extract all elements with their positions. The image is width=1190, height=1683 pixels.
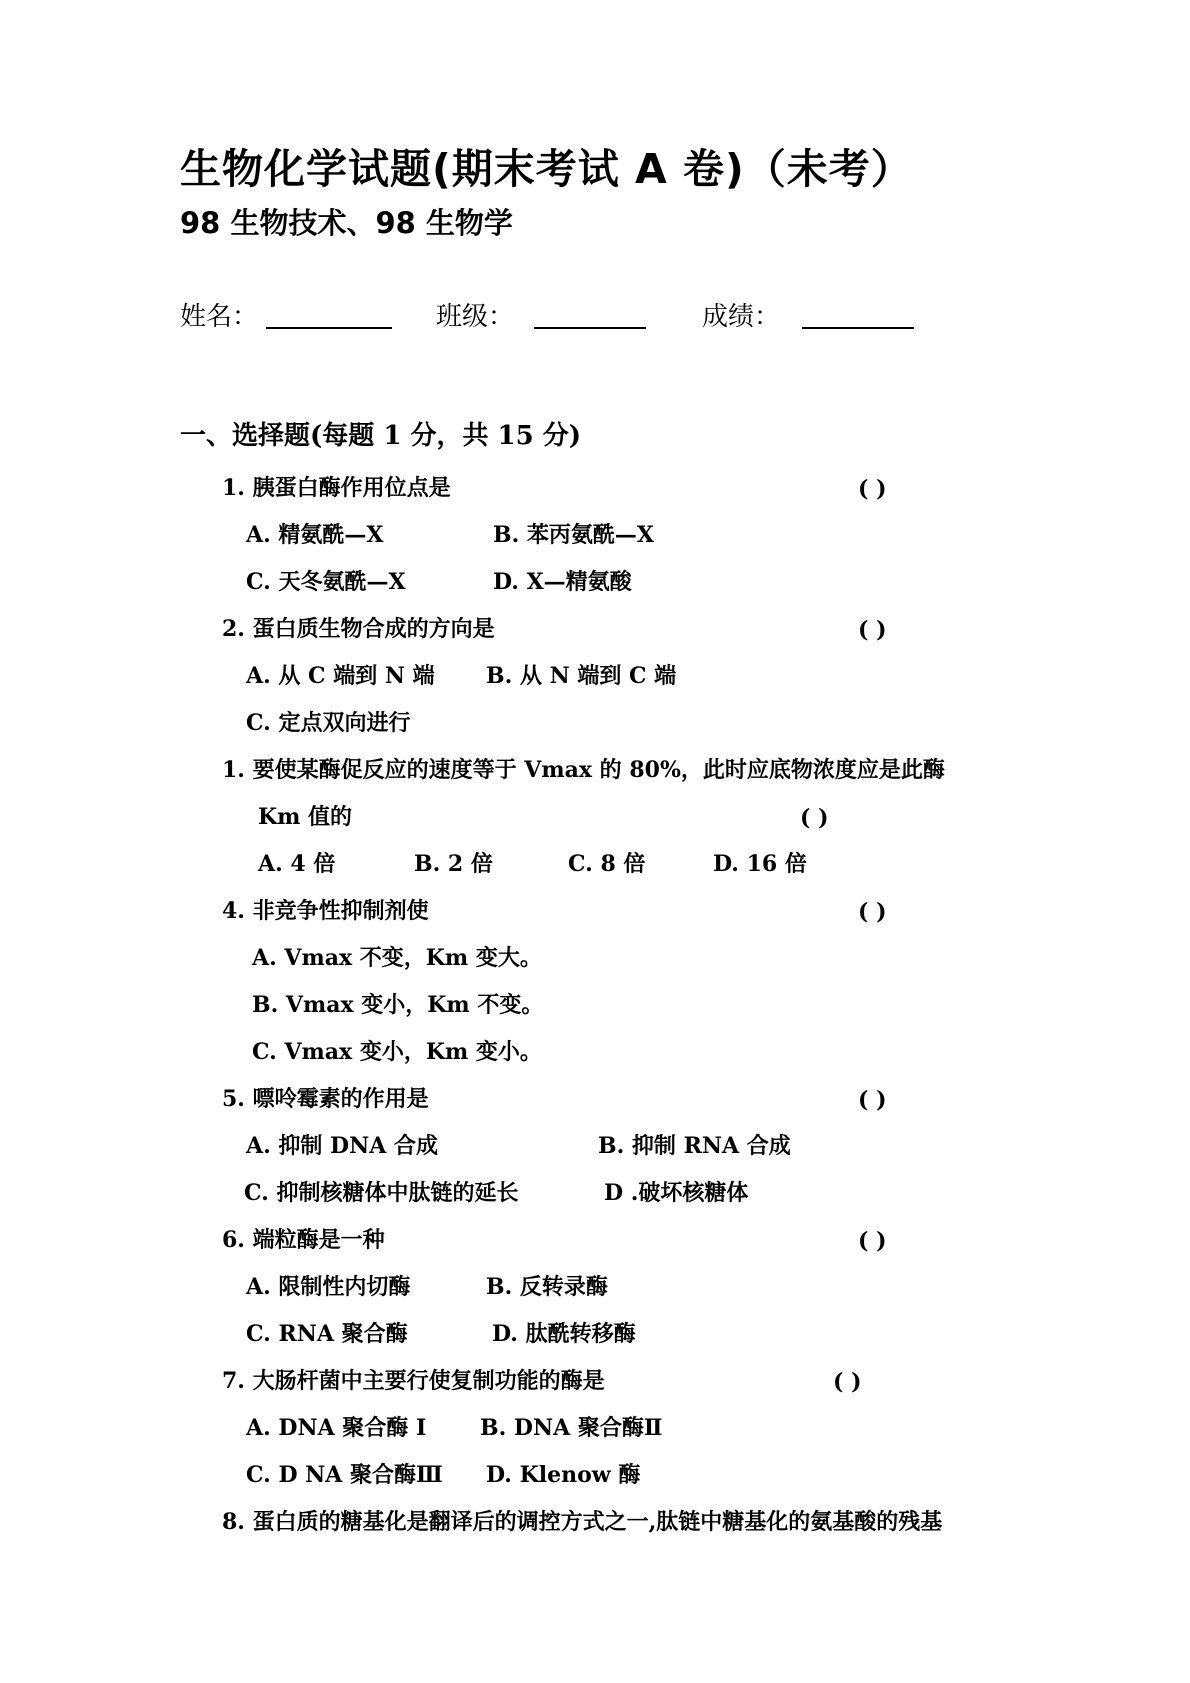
option[interactable]: B. 从 N 端到 C 端 xyxy=(486,663,677,689)
question-stem: 6. 端粒酶是一种 xyxy=(222,1227,385,1253)
option[interactable]: C. 8 倍 xyxy=(568,851,646,877)
option[interactable]: D .破坏核糖体 xyxy=(604,1180,749,1206)
question-stem: 4. 非竞争性抑制剂使 xyxy=(222,898,429,924)
option[interactable]: A. 精氨酰—X xyxy=(246,522,384,548)
section-title: 一、选择题(每题 1 分，共 15 分) xyxy=(180,421,582,451)
question-stem: 2. 蛋白质生物合成的方向是 xyxy=(222,616,495,642)
name-label: 姓名： xyxy=(180,302,259,332)
option[interactable]: B. 2 倍 xyxy=(414,851,493,877)
option[interactable]: A. DNA 聚合酶 I xyxy=(246,1415,427,1441)
option[interactable]: B. 反转录酶 xyxy=(486,1274,608,1300)
option[interactable]: A. 4 倍 xyxy=(258,851,336,877)
answer-paren[interactable]: ( ) xyxy=(858,617,887,643)
answer-paren[interactable]: ( ) xyxy=(858,476,887,502)
question-stem-cont: Km 值的 xyxy=(258,804,353,830)
option[interactable]: C. 抑制核糖体中肽链的延长 xyxy=(244,1180,519,1206)
option[interactable]: A. Vmax 不变，Km 变大。 xyxy=(252,945,542,971)
question-stem: 8. 蛋白质的糖基化是翻译后的调控方式之一,肽链中糖基化的氨基酸的残基 xyxy=(222,1509,943,1535)
option[interactable]: D. 16 倍 xyxy=(713,851,807,877)
option[interactable]: D. Klenow 酶 xyxy=(486,1462,641,1488)
option[interactable]: B. DNA 聚合酶Ⅱ xyxy=(480,1415,663,1441)
answer-paren[interactable]: ( ) xyxy=(833,1369,862,1395)
option[interactable]: B. 抑制 RNA 合成 xyxy=(598,1133,791,1159)
option[interactable]: A. 从 C 端到 N 端 xyxy=(246,663,435,689)
answer-paren[interactable]: ( ) xyxy=(800,805,829,831)
option[interactable]: D. X—精氨酸 xyxy=(493,569,632,595)
option[interactable]: B. Vmax 变小，Km 不变。 xyxy=(252,992,544,1018)
class-label: 班级： xyxy=(436,302,515,332)
option[interactable]: B. 苯丙氨酰—X xyxy=(493,522,654,548)
score-blank[interactable] xyxy=(802,327,914,329)
option[interactable]: C. RNA 聚合酶 xyxy=(246,1321,408,1347)
answer-paren[interactable]: ( ) xyxy=(858,1087,887,1113)
score-label: 成绩： xyxy=(702,302,781,332)
answer-paren[interactable]: ( ) xyxy=(858,899,887,925)
option[interactable]: C. Vmax 变小，Km 变小。 xyxy=(252,1039,542,1065)
option[interactable]: A. 抑制 DNA 合成 xyxy=(246,1133,438,1159)
question-stem: 1. 胰蛋白酶作用位点是 xyxy=(222,475,451,501)
page-subtitle: 98 生物技术、98 生物学 xyxy=(180,206,513,240)
option[interactable]: C. 定点双向进行 xyxy=(246,710,411,736)
option[interactable]: C. 天冬氨酰—X xyxy=(246,569,406,595)
question-stem: 1. 要使某酶促反应的速度等于 Vmax 的 80%，此时应底物浓度应是此酶 xyxy=(222,757,945,783)
question-stem: 7. 大肠杆菌中主要行使复制功能的酶是 xyxy=(222,1368,605,1394)
name-blank[interactable] xyxy=(266,327,392,329)
option[interactable]: D. 肽酰转移酶 xyxy=(492,1321,636,1347)
question-stem: 5. 嘌呤霉素的作用是 xyxy=(222,1086,429,1112)
page-title: 生物化学试题(期末考试 A 卷)（未考） xyxy=(180,145,913,193)
class-blank[interactable] xyxy=(534,327,646,329)
answer-paren[interactable]: ( ) xyxy=(858,1228,887,1254)
option[interactable]: C. D NA 聚合酶Ⅲ xyxy=(246,1462,443,1488)
option[interactable]: A. 限制性内切酶 xyxy=(246,1274,411,1300)
